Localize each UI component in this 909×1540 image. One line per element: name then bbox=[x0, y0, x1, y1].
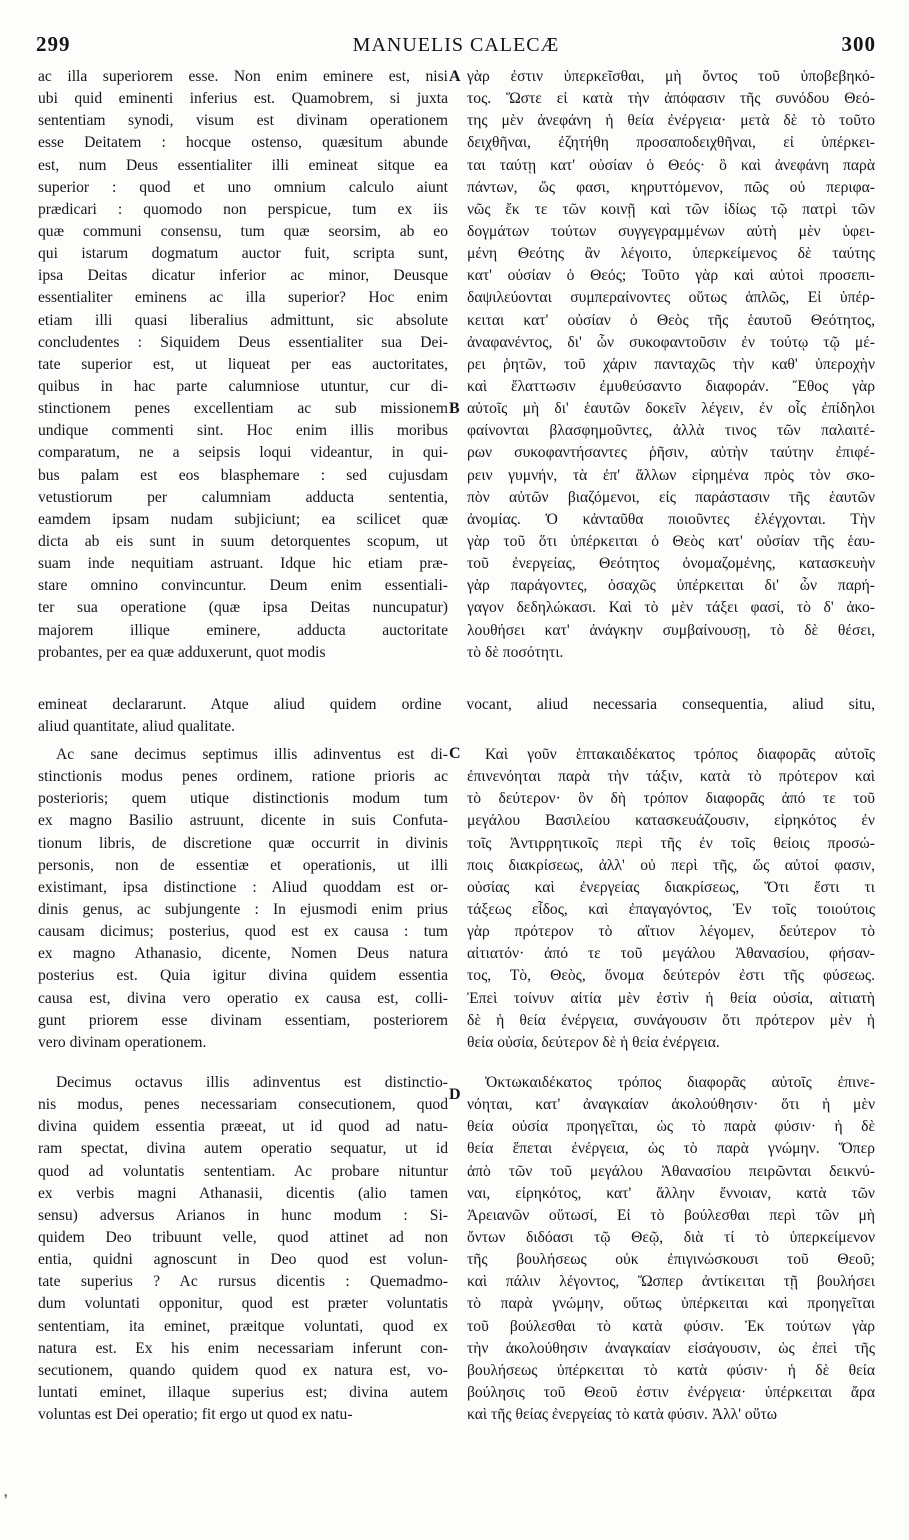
text-line: qui istarum dogmatum auctor fuit, scripta sunt, bbox=[38, 245, 448, 263]
text-line: τῆς βουλήσεως οὐκ ἐπιγινώσκουσι τοῦ Θεοῦ; bbox=[467, 1251, 875, 1269]
text-line: τάξεως εἶδος, καὶ ἐπαγαγόντος, Ἐν τοῖς τοιούτοις bbox=[467, 900, 875, 918]
text-line: dinis genus, ac subjungente : In ejusmodi enim prius bbox=[38, 900, 448, 918]
text-line: ubi quid eminenti inferius est. Quamobrem, si juxta bbox=[38, 90, 448, 108]
text-line: tate superior est, ut liqueat per eas auctoritates, bbox=[38, 355, 448, 373]
text-line: existimant, ipsa distinctione : Aliud quoddam est or- bbox=[38, 878, 448, 896]
text-line: emineat declararunt. Atque aliud quidem ordine vocant, aliud necessaria consequentia, aliud situ, bbox=[38, 696, 875, 713]
text-line: dum voluntati opponitur, quod est præter voluntatis bbox=[38, 1295, 448, 1313]
text-line: καὶ πάλιν λέγοντος, Ὥσπερ ἀντίκειται τῇ βουλήσει bbox=[467, 1273, 875, 1291]
text-line: ρει ῥητῶν, τοῦ χάριν πανταχῶς τὴν καθ' ὑπεροχὴν bbox=[467, 355, 875, 373]
text-line: ὄντων διδόασι τῷ Θεῷ, διὰ τί τὸ ὑπερκείμενον bbox=[467, 1228, 875, 1246]
text-line: natura est. Ex his enim necessariam inferunt con- bbox=[38, 1339, 448, 1357]
text-line: sententiam synodi, visum est divinam operationem bbox=[38, 112, 448, 130]
text-line: αὐτοῖς μὴ δι' ἑαυτῶν δοκεῖν λέγειν, ἐν οἷς ἐπίδηλοι bbox=[467, 400, 875, 418]
text-line: ποις διακρίσεως, ἀλλ' οὐ περὶ τῆς, ὥς αὐτοί φασιν, bbox=[467, 856, 875, 874]
text-line: μένη Θεότης ἂν λέγοιτο, ὑπερκείμενος δὲ ταύτης bbox=[467, 245, 875, 263]
text-line: Ἐπεὶ τοίνυν αἰτία μὲν ἐστὶν ἡ θεία οὐσία, αἰτιατὴ bbox=[467, 989, 875, 1007]
text-line: quidem Deo tribuunt velle, quod attinet ad non bbox=[38, 1228, 448, 1246]
text-line: Καὶ γοῦν ἑπτακαιδέκατος τρόπος διαφορᾶς αὐτοῖς bbox=[485, 746, 875, 763]
text-line: γὰρ παράγοντες, ὁσαχῶς ὑπέρκειται δι' ὧν παρή- bbox=[467, 577, 875, 595]
text-line: κειται κατ' οὐσίαν ὁ Θεὸς τῆς ἑαυτοῦ Θεότητος, bbox=[467, 311, 875, 329]
text-line: δειχθῆναι, ἐζητήθη προσαποδειχθῆναι, εἰ ὑπέρκει- bbox=[467, 134, 875, 152]
text-line: dicta ab eis sunt in suum detorquentes scopum, ut bbox=[38, 532, 448, 550]
text-line: posterius est. Quia igitur divina quidem essentia bbox=[38, 967, 448, 985]
text-line: Decimus octavus illis adinventus est distinctio- bbox=[56, 1074, 448, 1091]
text-line: prædicari : quomodo non perspicue, tum ex iis bbox=[38, 200, 448, 218]
text-line: superior : quod et uno omnium calculo aiunt bbox=[38, 178, 448, 196]
text-line: entia, quidni agnoscunt in Deo quod est volun- bbox=[38, 1251, 448, 1269]
greek-column-block-1 bbox=[467, 66, 875, 664]
text-line: vetustiorum per calumniam adducta sententia, bbox=[38, 488, 448, 506]
text-line: vero divinam operationem. bbox=[38, 1033, 207, 1051]
text-line: τὸ δεύτερον· ὃν δὴ τρόπον διαφορᾶς ἀπό τε τοῦ bbox=[467, 790, 875, 808]
text-line: causam dicimus; posterius, quod est ex causa : tum bbox=[38, 923, 448, 941]
text-line: secutionem, quando quidem quod ex natura est, vo- bbox=[38, 1361, 448, 1379]
text-line: βουλήσεως ὑπέρκειται τὸ κατὰ φύσιν· ἡ δὲ θεία bbox=[467, 1361, 875, 1379]
text-line: eamdem ipsam nudam subjiciunt; ea scilicet quæ bbox=[38, 510, 448, 528]
running-title: MANUELIS CALECÆ bbox=[352, 34, 560, 56]
text-line: δογμάτων τούτων συγγεγραμμένων αὐτὴ μὲν ὑφει- bbox=[467, 222, 875, 240]
text-line: τὸ δὲ ποσότητι. bbox=[467, 643, 564, 661]
text-line: δὲ ἡ θεία ἐνέργεια, συνάγουσιν ὅτι πρότερον μὲν ἡ bbox=[467, 1011, 875, 1029]
text-line: majorem illique eminere, adducta auctoritate bbox=[38, 621, 448, 639]
greek-column-block-3 bbox=[467, 1072, 875, 1426]
text-line: probantes, per ea quæ adduxerunt, quot modis bbox=[38, 643, 326, 661]
text-line: stinctionis modus penes ordinem, ratione prioris ac bbox=[38, 768, 448, 786]
text-line: γὰρ πρότερον τὸ αἴτιον λέγομεν, δεύτερον τὸ bbox=[467, 923, 875, 941]
text-line: tate superius ? Ac rursus dicentis : Quemadmo- bbox=[38, 1273, 448, 1291]
text-line: concludentes : Siquidem Deus essentialiter sua Dei- bbox=[38, 333, 448, 351]
text-line: ipsa Deitas dicatur inferior ac minor, Deusque bbox=[38, 267, 448, 285]
text-line: ἀπὸ τῶν τοῦ μεγάλου Ἀθανασίου πειρῶνται δεικνύ- bbox=[467, 1162, 875, 1180]
page-number-left: 299 bbox=[36, 32, 71, 56]
text-line: bus palam est eos blasphemare : sed cujusdam bbox=[38, 466, 448, 484]
text-line: καὶ ἔλαττωσιν ἐμυθεύσαντο διαφοράν. Ἔθος γὰρ bbox=[467, 377, 875, 395]
full-width-lines bbox=[38, 694, 875, 738]
text-line: ἀναφανέντος, δι' ὧν συκοφαντοῦσιν ἐν τούτῳ τῷ μέ- bbox=[467, 333, 875, 351]
text-line: τοῦ βούλεσθαι τὸ κατὰ φύσιν. Ἐκ τούτων γὰρ bbox=[467, 1317, 875, 1335]
text-line: posterioris; quem utique distinctionis modum tum bbox=[38, 790, 448, 808]
text-line: τος. Ὥστε εἰ κατὰ τὴν ἀπόφασιν τῆς συνόδου Θεό- bbox=[467, 90, 875, 108]
text-line: ex verbis magni Athanasii, dicentis (alio tamen bbox=[38, 1184, 448, 1202]
page-number-right: 300 bbox=[841, 32, 876, 56]
text-line: ἀνομίας. Ὁ κἀνταῦθα ποιοῦντες ἐλέγχονται. Τὴν bbox=[467, 510, 875, 528]
margin-marker-a: A bbox=[449, 68, 461, 85]
text-line: γὰρ τοῦ ὅτι ὑπέρκειται ὁ Θεὸς κατ' οὐσίαν τῆς ἑαυ- bbox=[467, 532, 875, 550]
page-header bbox=[36, 32, 876, 60]
text-line: φαίνονται βλασφημοῦντες, ἀλλὰ τινος τῶν παλαιτέ- bbox=[467, 422, 875, 440]
text-line: νῶς ἔκ τε τῶν κοινῇ καὶ τῶν ἰδίως τῷ πατρὶ τῶν bbox=[467, 200, 875, 218]
text-line: quod ad voluntatis sententiam. Ac probare nituntur bbox=[38, 1162, 448, 1180]
text-line: μεγάλου Βασιλείου κατασκευάζουσιν, εἰρηκότος ἐν bbox=[467, 812, 875, 830]
text-line: est, num Deus essentialiter illi emineat sitque ea bbox=[38, 156, 448, 174]
text-line: πὸν αὐτῶν βιαζόμενοι, εἰς παράστασιν τῆς ἑαυτῶν bbox=[467, 488, 875, 506]
margin-marker-d: D bbox=[449, 1086, 461, 1103]
text-line: Ὀκτωκαιδέκατος τρόπος διαφορᾶς αὐτοῖς ἐπινε- bbox=[485, 1074, 875, 1091]
text-line: αἰτιατόν· ἀπό τε τοῦ μεγάλου Ἀθανασίου, φήσαν- bbox=[467, 945, 875, 963]
text-line: κατ' οὐσίαν ὁ Θεός; Τοῦτο γὰρ καὶ αὐτοὶ προσεπι- bbox=[467, 267, 875, 285]
text-line: ρων συκοφαντήσαντες ῥῆσιν, αὐτὴν ταύτην ἐπιφέ- bbox=[467, 444, 875, 462]
text-line: ac illa superiorem esse. Non enim eminere est, nisi bbox=[38, 68, 448, 85]
text-line: divina quidem essentia præeat, ut id quod ad natu- bbox=[38, 1118, 448, 1136]
greek-column-block-2 bbox=[467, 744, 875, 1054]
text-line: undique commenti sint. Hoc enim illis moribus bbox=[38, 422, 448, 440]
text-line: ται ταύτῃ κατ' οὐσίαν ὁ Θεός· ὃ καὶ ἀνεφάνη παρὰ bbox=[467, 156, 875, 174]
text-line: θεία ἕπεται ἐνέργεια, ὡς τὸ παρὰ γνώμην. Ὅπερ bbox=[467, 1140, 875, 1158]
text-line: suam inde nequitiam astruant. Idque hic etiam præ- bbox=[38, 555, 448, 573]
text-line: της μὲν ἀνεφάνη ἡ θεία ἐνέργεια· μετὰ δὲ τὸ τοῦτο bbox=[467, 112, 875, 130]
text-line: esse Deitatem : hocque ostenso, quæsitum abunde bbox=[38, 134, 448, 152]
text-line: τὸ παρὰ γνώμην, οὕτως ὑπέρκειται καὶ προηγεῖται bbox=[467, 1295, 875, 1313]
latin-column-block-1 bbox=[38, 66, 448, 664]
text-line: nis modus, penes necessariam consecutionem, quod bbox=[38, 1096, 448, 1114]
text-line: quibus in hac parte calumniose utuntur, cur di- bbox=[38, 377, 448, 395]
text-line: luntati eminet, illaque superius est; divina autem bbox=[38, 1383, 448, 1401]
text-line: Ac sane decimus septimus illis adinventus est di- bbox=[56, 746, 448, 763]
latin-column-block-3 bbox=[38, 1072, 448, 1426]
text-line: τοῖς Ἀντιρρητικοῖς περὶ τῆς ἐν τοῖς θείοις προσώ- bbox=[467, 834, 875, 852]
text-line: λουθήσει κατ' ἀνάγκην συμβαίνουσῃ, τὸ δὲ θέσει, bbox=[467, 621, 875, 639]
text-line: καὶ τῆς θείας ἐνεργείας τὸ κατὰ φύσιν. Ἀλλ' οὕτω bbox=[467, 1406, 777, 1424]
text-line: tionum libris, de discretione quæ occurrit in divinis bbox=[38, 834, 448, 852]
margin-marker-c: C bbox=[449, 745, 461, 762]
text-line: θεία οὐσία, δεύτερον δὲ ἡ θεία ἐνέργεια. bbox=[467, 1033, 720, 1051]
margin-marker-b: B bbox=[449, 400, 460, 417]
text-line: causa est, divina vero operatio ex causa est, colli- bbox=[38, 989, 448, 1007]
text-line: θεία οὐσία προηγεῖται, ὡς τὸ παρὰ φύσιν· ἡ δὲ bbox=[467, 1118, 875, 1136]
text-line: ναι, εἰρηκότος, κατ' ἄλλην ἔννοιαν, κατὰ τῶν bbox=[467, 1184, 875, 1202]
text-line: gunt priorem esse divinam essentiam, posteriorem bbox=[38, 1011, 448, 1029]
text-line: voluntas est Dei operatio; fit ergo ut quod ex natu- bbox=[38, 1406, 353, 1424]
text-line: personis, non de essentiæ et operationis, ut illi bbox=[38, 856, 448, 874]
page-smudge-mark: ❜ bbox=[4, 1492, 8, 1506]
text-line: comparatum, ne a seipsis loqui videantur, in qui- bbox=[38, 444, 448, 462]
latin-column-block-2 bbox=[38, 744, 448, 1054]
text-line: ex magno Basilio astruunt, dicente in suis Confuta- bbox=[38, 812, 448, 830]
text-line: quæ communi consensu, tum quæ seorsim, ab eo bbox=[38, 222, 448, 240]
text-line: Ἀρειανῶν οὕτωσί, Εἰ τὸ βούλεσθαι περὶ τῶν μὴ bbox=[467, 1206, 875, 1224]
text-line: τὴν ἀκολούθησιν ἀναγκαίαν εἰσάγουσιν, ὡς ἐπεὶ τῆς bbox=[467, 1339, 875, 1357]
text-line: πάντων, ὥς φασι, κηρυττόμενον, πῶς οὐ περιφα- bbox=[467, 178, 875, 196]
text-line: stinctionem penes excellentiam ac sub missionem bbox=[38, 400, 448, 418]
text-line: ram spectat, divina autem operatio sequatur, ut id bbox=[38, 1140, 448, 1158]
text-line: νόηται, κατ' ἀναγκαίαν ἀκολούθησιν· ὅτι ἡ μὲν bbox=[467, 1096, 875, 1114]
text-line: aliud quantitate, aliud qualitate. bbox=[38, 718, 236, 736]
text-line: οὐσίας καὶ ἐνεργείας διακρίσεως, Ὅτι ἔστι τι bbox=[467, 878, 875, 896]
text-line: βούλησις τοῦ Θεοῦ ἐστιν ἐνέργεια· ὑπέρκειται ἄρα bbox=[467, 1383, 875, 1401]
text-line: γὰρ ἐστιν ὑπερκεῖσθαι, μὴ ὄντος τοῦ ὑποβεβηκό- bbox=[467, 68, 875, 85]
text-line: ἐπινενόηται παρὰ τὴν τάξιν, κατὰ τὸ πρότερον καὶ bbox=[467, 768, 875, 786]
text-line: τος, Τὸ, Θεὸς, ὄνομα δεύτερόν ἐστι τῆς φύσεως. bbox=[467, 967, 875, 985]
text-line: sententiam, ita eminet, præitque voluntati, quod ex bbox=[38, 1317, 448, 1335]
text-line: τοῦ ἐνεργείας, Θεότητος ὀνομαζομένης, κατασκευὴν bbox=[467, 555, 875, 573]
text-line: sensu) adversus Arianos in hunc modum : Si- bbox=[38, 1206, 448, 1224]
text-line: ter sua operatione (quæ ipsa Deitas nuncupatur) bbox=[38, 599, 448, 617]
text-line: γαγον δεδηλώκασι. Καὶ τὸ μὲν τάξει φασί, τὸ δ' ἀκο- bbox=[467, 599, 875, 617]
text-line: δαψιλεύονται συμπεραίνοντες οὕτως ἁπλῶς, Εἰ ὑπέρ- bbox=[467, 289, 875, 307]
text-line: ρειν γυμνήν, τὰ ἐπ' ἄλλων εἰρημένα πρὸς τὸν σκο- bbox=[467, 466, 875, 484]
text-line: ex magno Athanasio, dicente, Nomen Deus natura bbox=[38, 945, 448, 963]
text-line: essentialiter eminens ac illa superior? Hoc enim bbox=[38, 289, 448, 307]
text-line: stare omnino convincuntur. Deum enim essentiali- bbox=[38, 577, 448, 595]
text-line: etiam illi quasi liberalius admittunt, sic absolute bbox=[38, 311, 448, 329]
